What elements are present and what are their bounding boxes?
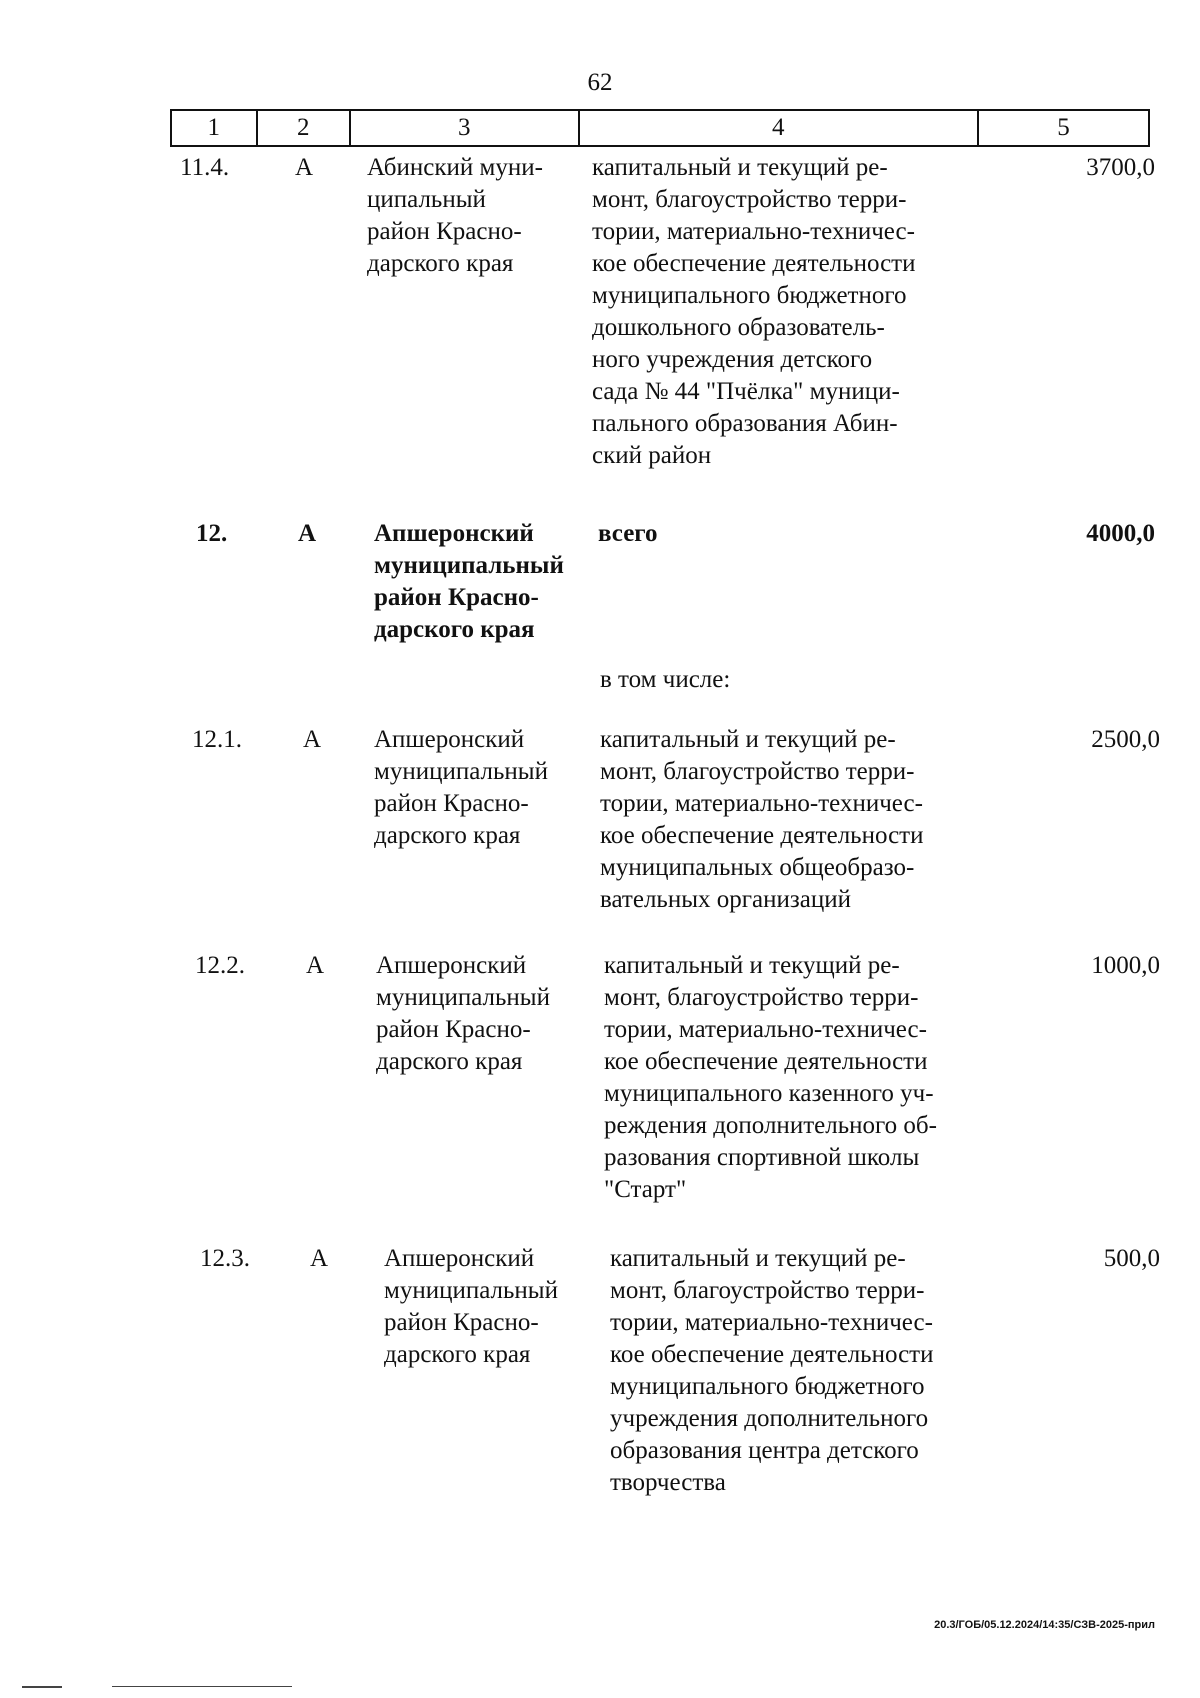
row-amount: 2500,0 [1091,726,1160,753]
district-line: район Красно- [367,218,522,245]
district-line: Абинский муни- [367,154,543,181]
description-line: "Старт" [604,1176,687,1203]
header-col-1: 1 [171,110,257,146]
description-line: капитальный и текущий ре- [604,952,900,979]
description-line: монт, благоустройство терри- [604,984,919,1011]
row-mark: А [310,1245,329,1272]
description-line: пального образования Абин- [592,410,898,437]
description-line: монт, благоустройство терри- [610,1277,925,1304]
row-mark: А [303,726,322,753]
row-mark: А [306,952,325,979]
row-number: 11.4. [180,154,230,181]
district-line: муниципальный [374,758,548,785]
row-district [374,518,592,646]
description-line: тории, материально-техничес- [600,790,923,817]
description-line: сада № 44 "Пчёлка" муници- [592,378,900,405]
description-line: реждения дополнительного об- [604,1112,937,1139]
district-line: район Красно- [374,790,529,817]
row-number: 12. [196,520,228,547]
district-line: Апшеронский [384,1245,535,1272]
description-line: тории, материально-техничес- [610,1309,933,1336]
description-line: творчества [610,1469,726,1496]
district-line: район Красно- [374,584,539,611]
row-description [600,724,988,916]
district-line: дарского края [376,1048,523,1075]
row-number: 12.1. [192,726,242,753]
row-mark: А [295,154,314,181]
row-district [367,152,585,280]
district-line: Апшеронский [374,726,525,753]
row-description [598,518,986,550]
description-line: вательных организаций [600,886,851,913]
description-line: муниципального казенного уч- [604,1080,934,1107]
description-line: дошкольного образователь- [592,314,885,341]
row-amount: 4000,0 [1086,520,1155,547]
description-line: кое обеспечение деятельности [592,250,916,277]
row-number: 12.2. [195,952,245,979]
description-line: тории, материально-техничес- [592,218,915,245]
description-line: ного учреждения детского [592,346,873,373]
description-line: ский район [592,442,712,469]
district-line: дарского края [374,822,521,849]
row-amount: 500,0 [1103,1245,1160,1272]
row-amount: 3700,0 [1086,154,1155,181]
row-description [610,1243,998,1499]
scan-artifact-line [112,1686,292,1687]
description-line: кое обеспечение деятельности [604,1048,928,1075]
district-line: район Красно- [384,1309,539,1336]
row-description [592,152,980,472]
district-line: Апшеронский [376,952,527,979]
document-footer-code: 20.3/ГОБ/05.12.2024/14:35/СЗВ-2025-прил [934,1619,1155,1631]
district-line: муниципальный [376,984,550,1011]
row-amount: 1000,0 [1091,952,1160,979]
row-district [384,1243,602,1371]
district-line: район Красно- [376,1016,531,1043]
row-mark: А [298,520,317,547]
header-col-3: 3 [350,110,579,146]
description-line: тории, материально-техничес- [604,1016,927,1043]
header-col-5: 5 [978,110,1149,146]
district-line: муниципальный [374,552,564,579]
header-col-2: 2 [257,110,350,146]
description-line: муниципального бюджетного [592,282,907,309]
description-line: всего [598,520,658,547]
description-line: муниципального бюджетного [610,1373,925,1400]
district-line: Апшеронский [374,520,534,547]
description-line: монт, благоустройство терри- [592,186,907,213]
district-line: дарского края [367,250,514,277]
description-line: кое обеспечение деятельности [600,822,924,849]
description-line: учреждения дополнительного [610,1405,929,1432]
description-line: кое обеспечение деятельности [610,1341,934,1368]
district-line: дарского края [374,616,535,643]
subtotal-label: в том числе: [600,666,731,693]
district-line: муниципальный [384,1277,558,1304]
description-line: капитальный и текущий ре- [600,726,896,753]
description-line: монт, благоустройство терри- [600,758,915,785]
row-description [604,950,992,1206]
scan-artifact-line [22,1686,62,1688]
header-col-4: 4 [579,110,978,146]
description-line: муниципальных общеобразо- [600,854,915,881]
description-line: капитальный и текущий ре- [610,1245,906,1272]
description-line: капитальный и текущий ре- [592,154,888,181]
row-number: 12.3. [200,1245,250,1272]
description-line: разования спортивной школы [604,1144,920,1171]
row-district [376,950,594,1078]
district-line: дарского края [384,1341,531,1368]
district-line: ципальный [367,186,486,213]
header-row [171,110,1149,146]
page-number: 62 [587,69,613,96]
description-line: образования центра детского [610,1437,919,1464]
table-column-header [170,109,1150,147]
row-district [374,724,592,852]
